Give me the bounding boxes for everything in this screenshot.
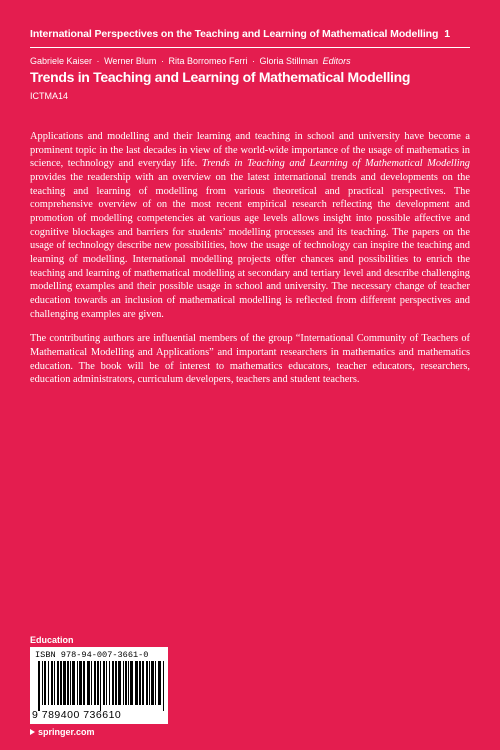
isbn-label: ISBN 978-94-007-3661-0	[35, 650, 149, 660]
barcode-bar	[77, 661, 78, 705]
barcode-bar	[118, 661, 121, 705]
barcode-bar	[91, 661, 92, 705]
book-title: Trends in Teaching and Learning of Mathematical Modelling	[30, 69, 411, 85]
editor-separator: ·	[252, 56, 255, 66]
barcode-bar	[163, 661, 164, 711]
barcode-bar	[103, 661, 105, 705]
barcode-bar	[130, 661, 133, 705]
barcode-bar	[139, 661, 141, 705]
barcode-bar	[128, 661, 129, 705]
series-title	[30, 28, 470, 40]
book-subtitle: ICTMA14	[30, 91, 69, 101]
subject-category: Education	[30, 635, 74, 645]
barcode-bar	[106, 661, 107, 705]
barcode-bars	[38, 661, 164, 711]
barcode-bar	[97, 661, 99, 705]
barcode-bar	[115, 661, 117, 705]
editor-name: Gabriele Kaiser	[30, 56, 93, 66]
blurb-p1-start: Applications and modelling and their learning and teaching in school and university have become a prominent topic in the last decades in view of the world-wide importance of the usage of mathematics in science, technology and everyday life.	[30, 131, 470, 170]
barcode-bar	[87, 661, 90, 705]
barcode-bar	[48, 661, 49, 705]
barcode-bar	[54, 661, 55, 705]
barcode-bar	[42, 661, 43, 705]
publisher-url: springer.com	[38, 727, 95, 737]
barcode-bar	[149, 661, 150, 705]
blurb-p1-end: provides the readership with an overview on the latest international trends and developments on the teaching and learning of modelling from various theoretical and practical perspectives. The comprehensive overview of on the most recent empirical research reflecting the development and promotion of modelling competencies at various age levels allows insight into possible affective and cognitive blockages and barriers for students’ modelling processes and its teaching. The papers on the usage of technology describe new possibilities, how the usage of technology can inspire the teaching and learning of modelling. International modelling projects offer chances and possibilities to enrich the teaching and learning of mathematical modelling at secondary and tertiary level and describe challenging modelling examples and their possible usage in school and university. The necessary change of teacher education towards an inclusion of mathematical modelling is reflected from different perspectives and challenging examples are given.	[30, 171, 470, 320]
editor-name: Werner Blum	[104, 56, 157, 66]
barcode-bar	[135, 661, 138, 705]
blurb-paragraph-1	[30, 130, 470, 321]
barcode-bar	[158, 661, 161, 705]
arrow-right-icon	[30, 729, 35, 735]
editor-separator: ·	[160, 56, 164, 66]
barcode-bar	[123, 661, 124, 705]
editor-separator: ·	[96, 56, 100, 66]
barcode-bar	[63, 661, 66, 705]
barcode-bar	[67, 661, 69, 705]
editor-name: Gloria Stillman	[259, 56, 319, 66]
barcode-bar	[70, 661, 71, 705]
series-name: International Perspectives on the Teaching and Learning of Mathematical Modelling	[30, 28, 439, 40]
blurb	[30, 130, 470, 387]
publisher-link[interactable]	[30, 727, 95, 737]
barcode-bar	[57, 661, 59, 705]
barcode-bar	[109, 661, 110, 705]
editors-line	[30, 56, 470, 66]
barcode-bar	[51, 661, 53, 705]
barcode-bar	[60, 661, 62, 705]
barcode-bar	[100, 661, 101, 711]
barcode-bar	[79, 661, 82, 705]
barcode-bar	[44, 661, 46, 705]
barcode-bar	[155, 661, 156, 705]
header-rule	[30, 47, 470, 48]
isbn-barcode	[30, 647, 168, 724]
barcode-bar	[151, 661, 154, 705]
barcode-bar	[142, 661, 144, 705]
barcode-bar	[146, 661, 148, 705]
barcode-bar	[112, 661, 114, 705]
barcode-bar	[125, 661, 127, 705]
editor-name: Rita Borromeo Ferri	[168, 56, 248, 66]
barcode-bar	[72, 661, 75, 705]
barcode-bar	[83, 661, 85, 705]
editors-role: Editors	[322, 56, 351, 66]
series-volume: 1	[444, 28, 451, 40]
barcode-number: 9 789400 736610	[32, 709, 122, 721]
blurb-paragraph-2: The contributing authors are influential members of the group “International Community of Teachers of Mathematical Modelling and Applications” and important researchers in mathematics and mathematics education. The book will be of interest to mathematics educators, teacher educators, researchers, education administrators, curriculum developers, teachers and student teachers.	[30, 333, 470, 386]
barcode-bar	[94, 661, 96, 705]
barcode-bar	[38, 661, 40, 711]
blurb-p1-book-title: Trends in Teaching and Learning of Mathematical Modelling	[201, 158, 470, 170]
